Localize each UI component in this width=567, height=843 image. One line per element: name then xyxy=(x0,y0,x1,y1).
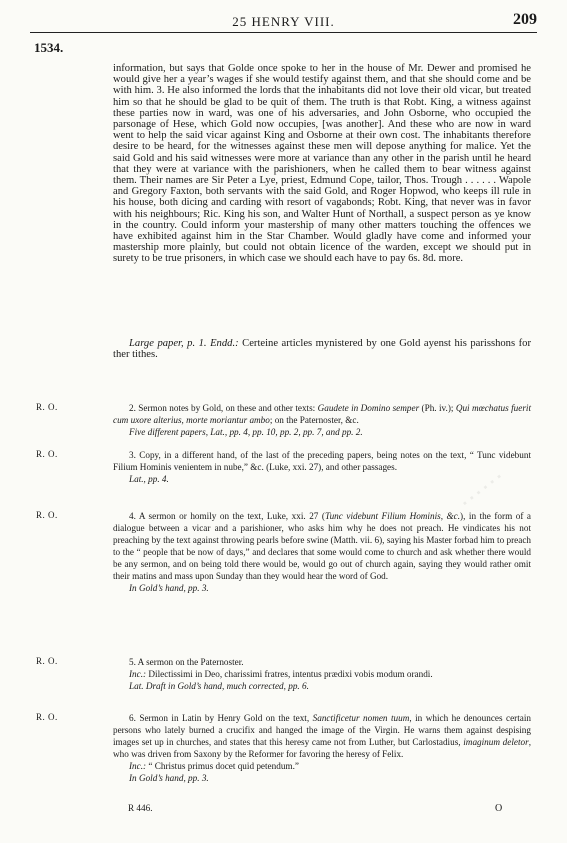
incipit-label: Inc.: xyxy=(129,669,147,679)
catchword: O xyxy=(495,803,503,814)
entry-mid: , in which he denounces certain persons who lately burned a crucifix and hanged the image of the Virgin. He warns them against despising images set up in churches, and states that this heresy came not from Luther, but Carlostadius, xyxy=(113,713,532,747)
entry-latin-text: Sanctificetur nomen tuum xyxy=(312,713,410,723)
library-watermark: ▪ ▪ ▪ ▪ ▪ ▪ xyxy=(455,180,501,220)
entry-description: Lat. Draft in Gold’s hand, much corrected, pp. 6. xyxy=(129,681,309,691)
entry-lead: 2. Sermon notes by Gold, on these and other texts: xyxy=(129,403,318,413)
source-mark: R. O. xyxy=(36,656,58,666)
source-mark: R. O. xyxy=(36,402,58,412)
entry-text xyxy=(113,510,531,594)
page-number: 209 xyxy=(513,11,537,28)
running-head xyxy=(30,10,537,33)
entry-text xyxy=(113,402,531,438)
entry-tail: ; on the Paternoster, &c. xyxy=(269,415,359,425)
entry-tail: , who was driven from Saxony by the Reformer for favoring the heresy of Felix. xyxy=(113,737,531,759)
source-mark: R. O. xyxy=(36,712,58,722)
library-watermark: ▪ ▪ ▪ ▪ ▪ ▪ xyxy=(460,470,506,510)
entry-text xyxy=(113,712,531,784)
entry-description: Five different papers, Lat., pp. 4, pp. 10, pp. 2, pp. 7, and pp. 2. xyxy=(129,427,363,437)
entry-latin-text: Gaudete in Domino semper xyxy=(317,403,420,413)
incipit-text: “ Christus primus docet quid petendum.” xyxy=(146,761,299,771)
entry-text xyxy=(113,449,531,485)
entry-lead: 4. A sermon or homily on the text, Luke, xxi. 27 ( xyxy=(129,511,325,521)
endorsement-label: Large paper, p. 1. Endd.: xyxy=(129,338,239,349)
entry-body: 3. Copy, in a different hand, of the last of the preceding papers, being notes on the text, “ Tunc videbunt Filium Hominis venientem in nube,” &c. (Luke, xxi. 27), and other passages. xyxy=(113,450,531,472)
entry-mid: (Ph. iv.); xyxy=(419,403,456,413)
main-paragraph-text: information, but says that Golde once spoke to her in the house of Mr. Dewer and promised he would give her a year’s wages if she would testify against them, and that she should come and be with him. 3. He also informed the lords that the inhabitants did not love their old vicar, but treated him so that he should be glad to be quit of them. The truth is that Robt. King, a witness against these parties now in ward, was one of his adversaries, and John Osborne, who occupied the parsonage of Hese, which Gold now occupies, [was another]. And these who are now in ward went to help the said vicar against King and Osborne at their own cost. The inhabitants therefore desire to be heard, for the witnesses against these men will depose anything for malice. Yet the said Gold and his said witnesses were more at variance than any other in the parish until he heard that they were at variance with the parishioners, when he called them to bear witness against them. Their names are Sir Peter a Lye, priest, Edmund Cope, tailor, Thos. Trough . . . . . . Wapole and Gregory Faxton, both servants with the said Gold, and Roger Hopwod, who keeps ill rule in his house, both dicing and carding with resort of vagabonds; Robt. King, that never was in favor with his neighbours; Ric. King his son, and Walter Hunt of Northall, a suspect person as ye know in the country. Could inform your mastership of many other matters touching the offences we have exhibited against him in the Star Chamber. Would gladly have come and informed your mastership more plainly, but could not obtain licence of the warden, except we should put in surety to be true prisoners, in which case we should each have to pay 6s. 8d. more. xyxy=(113,63,531,265)
running-head-title: 25 HENRY VIII. xyxy=(232,14,335,29)
entry-description: Lat., pp. 4. xyxy=(129,474,169,484)
entry-latin-text: imaginum deletor xyxy=(463,737,529,747)
entry-text xyxy=(113,656,531,692)
entry-tail: ), in the form of a dialogue between a vicar and a parishioner, who asks him why he does not preach. He vindicates his not preaching by the text against throwing pearls before swine (Matth. vii. 6), saying his Master forbad him to preach to the “ people that be now of days,” and declares that some would come to church and ask whether there would be any sermon, and on being told there would be, would go out of church again, saying they would rather omit their matins and mass upon Sunday than they would hear the word of God. xyxy=(113,511,531,581)
entry-lead: 6. Sermon in Latin by Henry Gold on the text, xyxy=(129,713,313,723)
signature-mark: R 446. xyxy=(128,803,153,813)
source-mark: R. O. xyxy=(36,449,58,459)
entry-body: 5. A sermon on the Paternoster. xyxy=(129,657,244,667)
incipit-text: Dilectissimi in Deo, charissimi fratres, intentus prædixi vobis modum orandi. xyxy=(146,669,433,679)
endorsement xyxy=(113,338,531,360)
endorsement-text: Certeine articles mynistered by one Gold ayenst his parisshons for ther tithes. xyxy=(113,338,531,361)
main-paragraph xyxy=(113,63,531,265)
entry-description: In Gold’s hand, pp. 3. xyxy=(129,583,209,593)
entry-latin-text: Tunc videbunt Filium Hominis, &c. xyxy=(324,511,461,521)
incipit-label: Inc.: xyxy=(129,761,147,771)
margin-year: 1534. xyxy=(34,40,64,55)
source-mark: R. O. xyxy=(36,510,58,520)
entry-latin-text: Qui mœchatus fuerit cum uxore alterius, morte moriantur ambo xyxy=(113,403,532,425)
entry-description: In Gold’s hand, pp. 3. xyxy=(129,773,209,783)
